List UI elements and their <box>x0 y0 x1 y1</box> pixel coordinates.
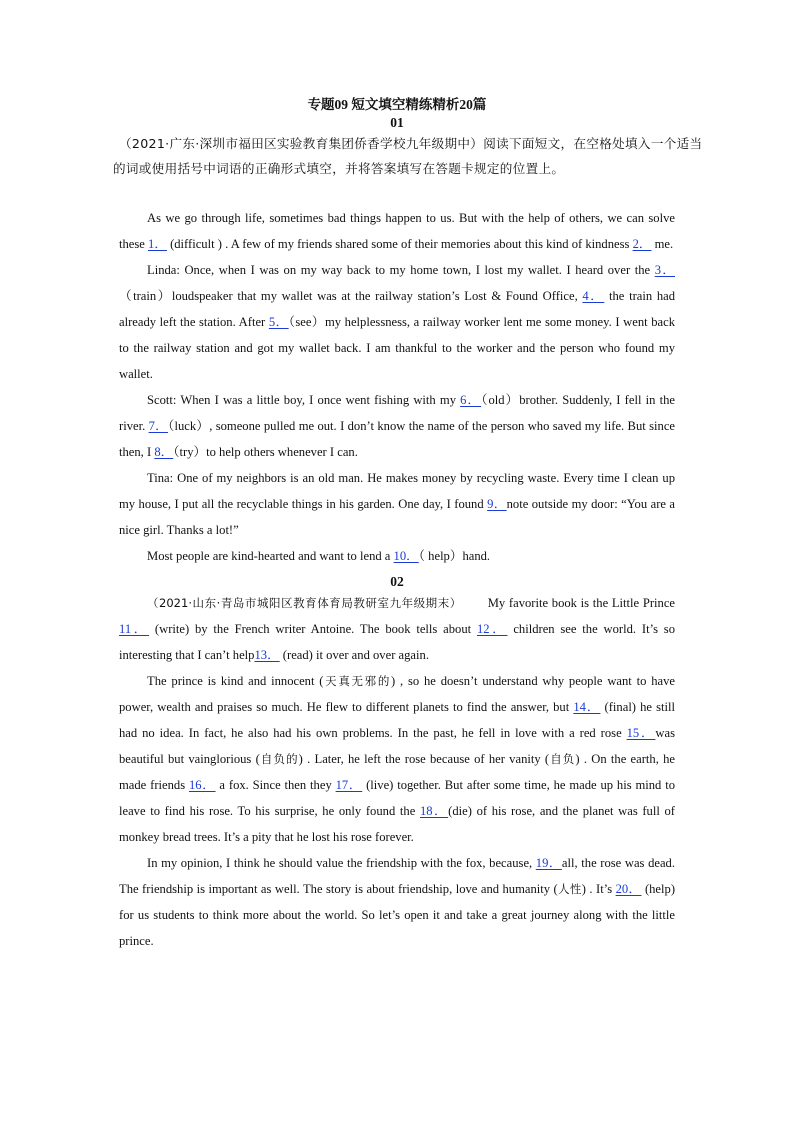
blank-9[interactable]: 9． <box>487 497 507 511</box>
passage-2-paragraph-opinion: In my opinion, I think he should value the friendship with the fox, because, 19．all, the rose was dead. The friendship is important as well. The story is about friendship, love and humanity (人性) . It’s 20． (help) for us students to think more about the world. So let’s open it and take a great journey along with the little prince. <box>119 856 676 948</box>
passage-1-number: 01 <box>390 115 404 130</box>
blank-18[interactable]: 18． <box>419 804 449 818</box>
blank-5[interactable]: 5． <box>268 315 289 329</box>
blank-20[interactable]: 20． <box>615 882 642 896</box>
blank-19[interactable]: 19． <box>535 856 562 870</box>
passage-1-paragraph-linda: Linda: Once, when I was on my way back to my home town, I lost my wallet. I heard over the 3．（train）loudspeaker that my wallet was at the railway station’s Lost & Found Office, 4． the train had already left the station. After 5．（see）my helplessness, a railway worker lent me some money. I went back to the railway station and got my wallet back. I am thankful to the worker and the person who found my wallet. <box>119 263 676 381</box>
passage-2-paragraph-prince: The prince is kind and innocent (天真无邪的) , so he doesn’t understand why people want to have power, wealth and praises so much. He flew to different planets to find the answer, but 14． (final) he still had no idea. In fact, he also had his own problems. In the past, he fell in love with a red rose 15．was beautiful but vainglorious (自负的) . Later, he left the rose because of her vanity (自负) . On the earth, he made friends 16． a fox. Since then they 17． (live) together. But after some time, he made up his mind to leave to find his rose. To his surprise, he only found the 18．(die) of his rose, and the planet was full of monkey bread trees. It’s a pity that he lost his rose forever. <box>119 674 676 844</box>
blank-8[interactable]: 8． <box>154 445 174 459</box>
passage-1-paragraph-scott: Scott: When I was a little boy, I once went fishing with my 6．（old）brother. Suddenly, I fell in the river. 7．（luck）, someone pulled me out. I don’t know the name of the person who saved my life. But since then, I 8．（try）to help others whenever I can. <box>119 393 676 459</box>
blank-11[interactable]: 11． <box>119 622 150 636</box>
blank-15[interactable]: 15． <box>626 726 656 740</box>
passage-1-instructions: （2021·广东·深圳市福田区实验教育集团侨香学校九年级期中）阅读下面短文，在空格处填入一个适当的词或使用括号中词语的正确形式填空，并将答案填写在答题卡规定的位置上。 <box>113 136 703 176</box>
blank-10[interactable]: 10． <box>393 549 419 563</box>
blank-2[interactable]: 2． <box>632 237 652 251</box>
passage-1-paragraph-intro: As we go through life, sometimes bad things happen to us. But with the help of others, we can solve these 1． (difficult ) . A few of my friends shared some of their memories about this kind of kindness 2． me. <box>119 211 675 251</box>
blank-3[interactable]: 3． <box>654 263 676 277</box>
blank-12[interactable]: 12． <box>476 622 508 636</box>
blank-16[interactable]: 16． <box>188 778 216 792</box>
passage-1-paragraph-closing: Most people are kind-hearted and want to lend a 10．（ help）hand. <box>147 549 491 563</box>
passage-2-source: （2021·山东·青岛市城阳区教育体育局教研室九年级期末） <box>147 596 462 610</box>
passage-2-paragraph-intro: （2021·山东·青岛市城阳区教育体育局教研室九年级期末） My favorite book is the Little Prince 11． (write) by the French writer Antoine. The book tells about 12． children see the world. It’s so interesting that I can’t help13． (read) it over and over again. <box>119 596 676 662</box>
passage-1-paragraph-tina: Tina: One of my neighbors is an old man. He makes money by recycling waste. Every time I clean up my house, I put all the recyclable things in his garden. One day, I found 9．note outside my door: “You are a nice girl. Thanks a lot!” <box>119 471 676 537</box>
blank-6[interactable]: 6． <box>460 393 482 407</box>
document-title: 专题09 短文填空精练精析20篇 <box>307 97 487 112</box>
blank-7[interactable]: 7． <box>148 419 168 433</box>
blank-13[interactable]: 13． <box>254 648 280 662</box>
blank-14[interactable]: 14． <box>573 700 601 714</box>
document-page <box>113 96 703 954</box>
passage-2-number: 02 <box>390 574 404 589</box>
blank-17[interactable]: 17． <box>335 778 363 792</box>
blank-4[interactable]: 4． <box>582 289 605 303</box>
blank-1[interactable]: 1． <box>148 237 167 251</box>
